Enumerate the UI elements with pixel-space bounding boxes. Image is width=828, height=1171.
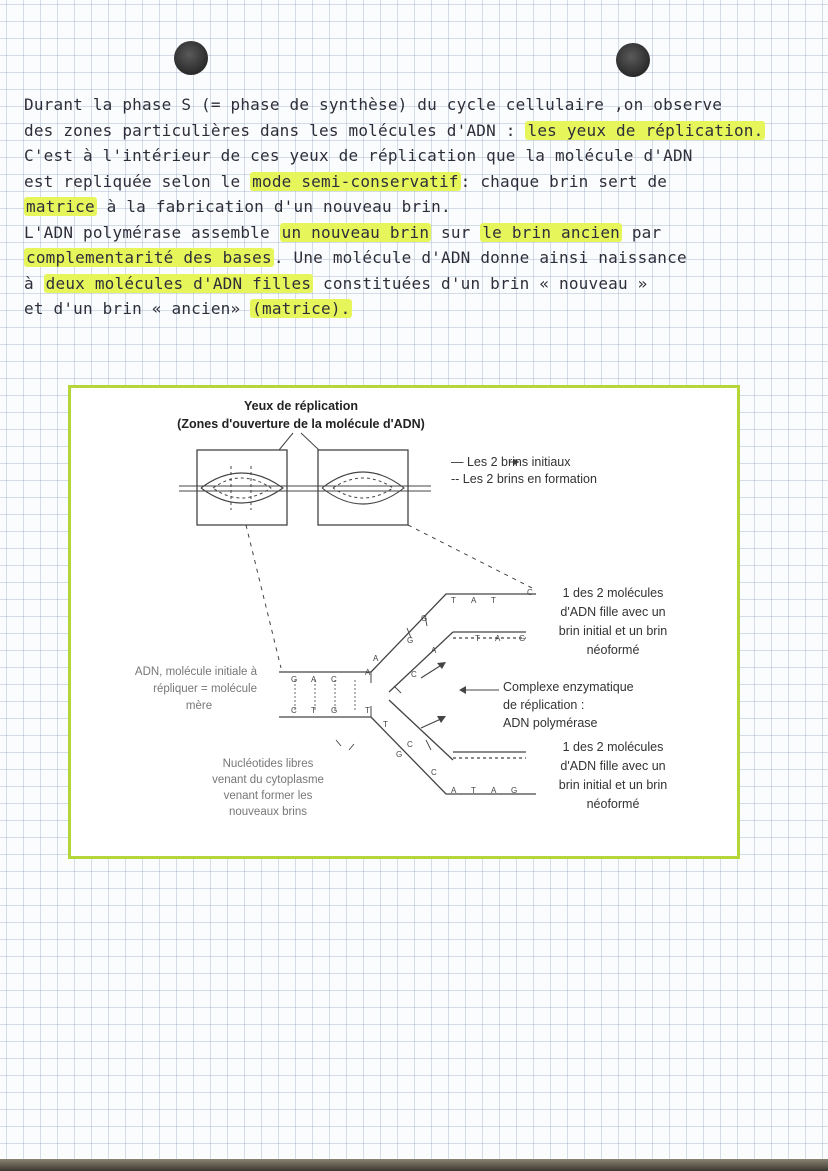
base-letter: T — [383, 720, 388, 729]
base-letter: A — [451, 786, 457, 795]
base-letter: C — [331, 675, 337, 684]
base-letter: G — [291, 675, 298, 684]
note-line-6: L'ADN polymérase assemble un nouveau brin sur le brin ancien par — [24, 222, 662, 242]
legend-forming-strands: -- Les 2 brins en formation — [451, 472, 597, 486]
base-letter: G — [331, 706, 338, 715]
page-bottom-edge — [0, 1159, 828, 1171]
base-letter: G — [396, 750, 403, 759]
base-letter: C — [527, 588, 533, 597]
legend-initial-strands: — Les 2 brins initiaux — [451, 455, 571, 469]
base-letter: A — [365, 668, 371, 677]
base-letter: A — [471, 596, 477, 605]
note-line-2: des zones particulières dans les molécules d'ADN : les yeux de réplication. — [24, 120, 764, 140]
base-letter: A — [311, 675, 317, 684]
highlight-nouveau-brin: un nouveau brin — [281, 222, 430, 242]
base-letter: C — [411, 670, 417, 679]
note-line-7: complementarité des bases . Une molécule d'ADN donne ainsi naissance — [26, 248, 687, 267]
base-letter: G — [421, 614, 428, 623]
label-enzyme-complex: Complexe enzymatique de réplication : ADN polymérase — [503, 680, 634, 730]
note-line-1: Durant la phase S (= phase de synthèse) du cycle cellulaire ,on observe — [24, 95, 723, 114]
note-line-3: C'est à l'intérieur de ces yeux de réplication que la molécule d'ADN — [24, 146, 693, 165]
base-letter: G — [519, 634, 526, 643]
binder-hole-left — [174, 41, 208, 75]
base-letter: T — [311, 706, 316, 715]
base-letter: C — [291, 706, 297, 715]
figure-title: Yeux de réplication — [244, 399, 358, 413]
note-line-5: matrice à la fabrication d'un nouveau brin. — [26, 197, 451, 216]
base-letter: A — [373, 654, 379, 663]
eye-box-left — [197, 450, 287, 525]
base-letter: A — [495, 634, 501, 643]
note-line-9: et d'un brin « ancien» (matrice). — [24, 299, 351, 318]
base-letter: T — [451, 596, 456, 605]
handwritten-notes — [24, 92, 824, 322]
highlight-matrice-2: (matrice). — [252, 299, 351, 318]
eye-box-right — [318, 450, 408, 525]
replication-diagram — [68, 385, 740, 859]
figure-subtitle: (Zones d'ouverture de la molécule d'ADN) — [177, 417, 425, 431]
label-mother-dna: ADN, molécule initiale à répliquer = molécule mère — [134, 666, 257, 712]
note-line-4: est repliquée selon le mode semi-conservatif : chaque brin sert de — [24, 171, 668, 191]
base-letter: G — [407, 636, 414, 645]
label-free-nucleotides: Nucléotides libres venant du cytoplasme venant former les nouveaux brins — [212, 758, 324, 818]
note-line-8: à deux molécules d'ADN filles constituées d'un brin « nouveau » — [24, 273, 648, 293]
base-letter: A — [431, 646, 437, 655]
highlight-matrice: matrice — [26, 197, 95, 216]
binder-hole-right — [616, 43, 650, 77]
highlight-mode-semi-conservatif: mode semi-conservatif — [252, 171, 459, 191]
label-bottom-daughter: 1 des 2 molécules d'ADN fille avec un brin initial et un brin néoformé — [558, 740, 668, 811]
highlight-yeux-de-replication: les yeux de réplication. — [527, 120, 764, 140]
highlight-brin-ancien: le brin ancien — [482, 222, 620, 242]
base-letter: T — [475, 634, 480, 643]
base-letter: T — [365, 706, 370, 715]
base-letter: T — [471, 786, 476, 795]
base-letter: C — [431, 768, 437, 777]
base-letter: T — [491, 596, 496, 605]
base-letter: A — [491, 786, 497, 795]
base-letter: C — [407, 740, 413, 749]
highlight-deux-molecules: deux molécules d'ADN filles — [45, 273, 312, 293]
label-top-daughter: 1 des 2 molécules d'ADN fille avec un brin initial et un brin néoformé — [558, 586, 668, 657]
base-letter: G — [511, 786, 518, 795]
highlight-complementarite: complementarité des bases — [26, 248, 272, 267]
